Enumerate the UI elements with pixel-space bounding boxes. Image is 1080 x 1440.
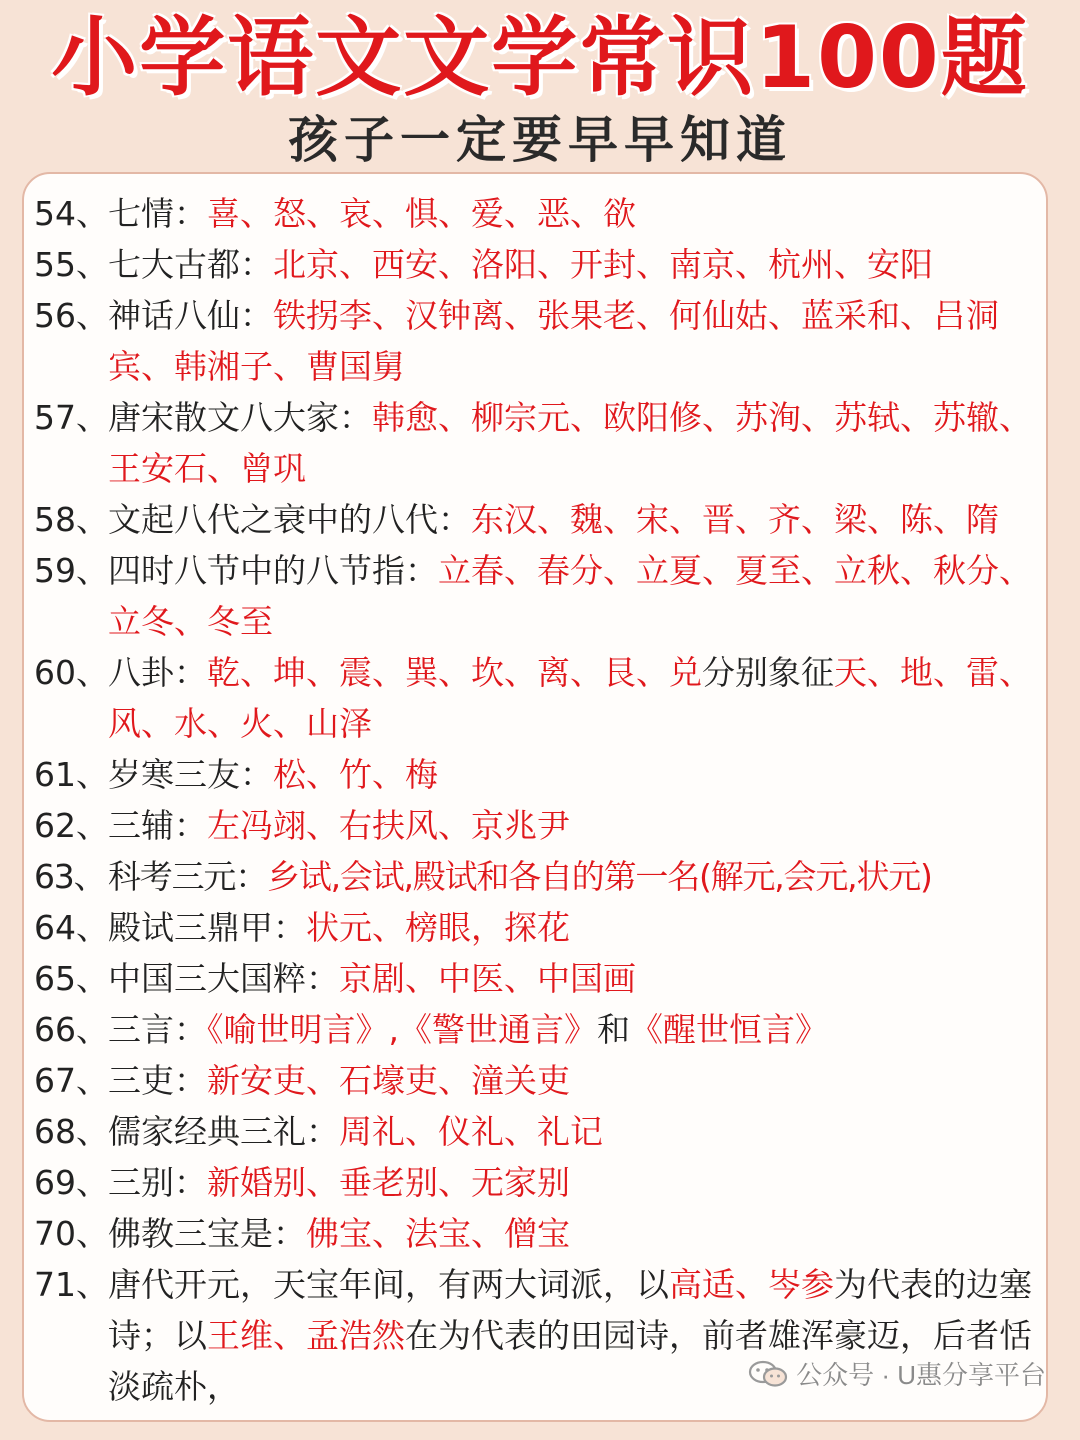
item-label: 神话八仙： [108,296,273,335]
list-item [34,1157,1054,1208]
item-number: 67、 [34,1061,109,1100]
page-title: 小学语文文学常识100题 [51,8,1029,108]
item-label: 三吏： [108,1061,207,1100]
item-number: 60、 [34,653,109,692]
item-answer: 东汉、魏、宋、晋、齐、梁、陈、隋 [471,500,999,539]
item-connector: 分别象征 [702,653,834,692]
item-label: 八卦： [108,653,207,692]
item-answer: 新安吏、石壕吏、潼关吏 [207,1061,570,1100]
item-label: 儒家经典三礼： [108,1112,339,1151]
item-answer: 新婚别、垂老别、无家别 [207,1163,570,1202]
item-answer: 松、竹、梅 [273,755,438,794]
list-item [34,290,1054,392]
list-item [34,851,1054,902]
item-answer-secondary: 天、地、雷、风、水、火、山泽 [108,653,1032,743]
item-number: 70、 [34,1214,109,1253]
item-answer: 京剧、中医、中国画 [339,959,636,998]
item-number: 62、 [34,806,109,845]
item-answer-secondary: 王维、孟浩然 [207,1316,405,1355]
item-answer: 状元、榜眼，探花 [306,908,570,947]
item-number: 54、 [34,194,109,233]
watermark-text: 公众号 · U惠分享平台 [796,1360,1046,1390]
item-answer: 铁拐李、汉钟离、张果老、何仙姑、蓝采和、吕洞宾、韩湘子、曹国舅 [108,296,999,386]
list-item [34,1055,1054,1106]
item-number: 65、 [34,959,109,998]
item-label: 唐宋散文八大家： [108,398,372,437]
item-label: 四时八节中的八节指： [108,551,438,590]
item-answer: 周礼、仪礼、礼记 [339,1112,603,1151]
item-number: 55、 [34,245,109,284]
item-answer: 立春、春分、立夏、夏至、立秋、秋分、立冬、冬至 [108,551,1032,641]
item-number: 66、 [34,1010,109,1049]
item-number: 56、 [34,296,109,335]
item-tail: 在为代表的田园诗，前者雄浑豪迈，后者恬淡疏朴， [108,1316,1032,1406]
list-item [34,545,1054,647]
item-label: 中国三大国粹： [108,959,339,998]
item-label: 科考三元： [108,857,268,896]
item-label: 岁寒三友： [108,755,273,794]
list-item [34,392,1054,494]
item-answer: 《喻世明言》,《警世通言》 [207,1010,597,1049]
item-answer: 佛宝、法宝、僧宝 [306,1214,570,1253]
list-item [34,494,1054,545]
item-label: 三辅： [108,806,207,845]
item-number: 64、 [34,908,109,947]
list-item [34,647,1054,749]
list-item [34,239,1054,290]
list-item [34,188,1054,239]
item-number: 69、 [34,1163,109,1202]
item-number: 58、 [34,500,109,539]
list-item [34,1106,1054,1157]
list-item [34,953,1054,1004]
list-item [34,1208,1054,1259]
item-label: 文起八代之衰中的八代： [108,500,471,539]
item-answer: 喜、怒、哀、惧、爱、恶、欲 [207,194,636,233]
list-item [34,902,1054,953]
item-label: 殿试三鼎甲： [108,908,306,947]
item-number: 57、 [34,398,109,437]
item-connector: 和 [597,1010,630,1049]
item-label: 唐代开元，天宝年间，有两大词派，以 [108,1265,669,1304]
item-connector: 为代表的边塞诗；以 [108,1265,1032,1355]
item-answer: 北京、西安、洛阳、开封、南京、杭州、安阳 [273,245,933,284]
item-answer-secondary: 《醒世恒言》 [630,1010,828,1049]
item-answer: 高适、岑参 [669,1265,834,1304]
list-item [34,1004,1054,1055]
list-item [34,800,1054,851]
item-answer: 乡试,会试,殿试和各自的第一名(解元,会元,状元) [267,857,932,896]
item-number: 59、 [34,551,109,590]
item-label: 七大古都： [108,245,273,284]
page-subtitle: 孩子一定要早早知道 [288,111,792,169]
item-label: 三言： [108,1010,207,1049]
item-label: 七情： [108,194,207,233]
wechat-icon [748,1360,788,1388]
item-number: 63、 [34,857,106,896]
item-answer: 乾、坤、震、巽、坎、离、艮、兑 [207,653,702,692]
item-number: 68、 [34,1112,109,1151]
list-item [34,749,1054,800]
watermark [748,1355,1046,1392]
item-label: 三别： [108,1163,207,1202]
item-answer: 韩愈、柳宗元、欧阳修、苏洵、苏轼、苏辙、王安石、曾巩 [108,398,1032,488]
item-answer: 左冯翊、右扶风、京兆尹 [207,806,570,845]
item-number: 71、 [34,1265,109,1304]
item-label: 佛教三宝是： [108,1214,306,1253]
question-list [34,188,1054,1412]
item-number: 61、 [34,755,109,794]
